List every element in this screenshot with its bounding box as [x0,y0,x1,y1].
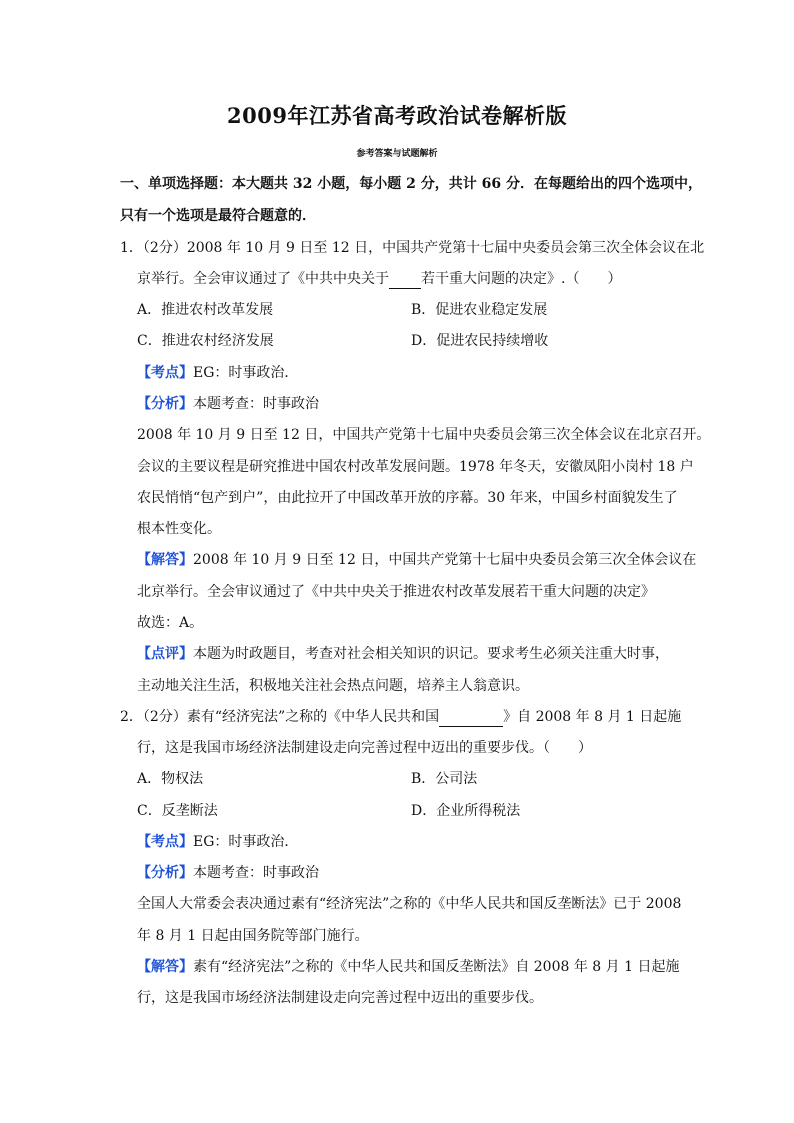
q1-dianping [137,644,669,664]
q2-fenxi [137,863,319,883]
q2-stem-line-1 [120,707,681,727]
page-title: 2009年江苏省高考政治试卷解析版 [227,103,567,128]
q1-fenxi [137,394,319,414]
q2-jieda-tag: 【解答】 [137,959,193,975]
q2-fenxi-text: 本题考查：时事政治 [193,865,319,881]
q2-analysis-line-1: 全国人大常委会表决通过素有“经济宪法”之称的《中华人民共和国反垄断法》已于 2008 [137,896,682,912]
q1-answer-blank [389,272,421,289]
q1-dianping-text: 本题为时政题目，考查对社会相关知识的识记。要求考生必须关注重大时事， [193,646,669,662]
q1-stem-part-b: 若干重大问题的决定》.（ ） [421,271,622,287]
q1-fenxi-text: 本题考查：时事政治 [193,396,319,412]
q1-dianping-line-2: 主动地关注生活，积极地关注社会热点问题，培养主人翁意识。 [137,678,529,694]
q2-option-a: A．物权法 [137,771,204,787]
q1-stem-line-2 [137,269,621,289]
q2-jieda-text: 素有“经济宪法”之称的《中华人民共和国反垄断法》自 2008 年 8 月 1 日起施 [193,959,680,975]
q1-jieda-text: 2008 年 10 月 9 日至 12 日，中国共产党第十七届中央委员会第三次全体会议在 [193,552,697,568]
q2-analysis-line-2: 年 8 月 1 日起由国务院等部门施行。 [137,928,369,944]
q1-analysis-line-3: 农民悄悄“包产到户”，由此拉开了中国改革开放的序幕。30 年来，中国乡村面貌发生了 [137,490,678,506]
q2-option-c: C．反垄断法 [137,803,218,819]
q2-kaodian-text: EG：时事政治． [193,834,299,850]
q1-kaodian [137,363,298,383]
q1-analysis-line-1: 2008 年 10 月 9 日至 12 日，中国共产党第十七届中央委员会第三次全体会议在北京召开。 [137,427,711,443]
section-heading-line-1: 一、单项选择题：本大题共 32 小题，每小题 2 分，共计 66 分．在每题给出的四个选项中， [120,176,702,192]
q1-jieda-tag: 【解答】 [137,552,193,568]
q2-stem-part-a: 2．（2分）素有“经济宪法”之称的《中华人民共和国 [120,709,440,725]
q1-option-d: D．促进农民持续增收 [411,333,549,349]
q2-option-b: B．公司法 [411,771,478,787]
q1-analysis-line-4: 根本性变化。 [137,521,221,537]
q1-kaodian-text: EG：时事政治． [193,365,299,381]
q1-analysis-line-2: 会议的主要议程是研究推进中国农村改革发展问题。1978 年冬天，安徽凤阳小岗村 18 户 [137,459,694,475]
q1-option-a: A．推进农村改革发展 [137,302,274,318]
q2-kaodian [137,832,298,852]
q1-fenxi-tag: 【分析】 [137,396,193,412]
q1-jieda [137,550,696,570]
q2-fenxi-tag: 【分析】 [137,865,193,881]
q1-stem-part-a: 京举行。全会审议通过了《中共中央关于 [137,271,389,287]
q2-stem-line-2: 行，这是我国市场经济法制建设走向完善过程中迈出的重要步伐。（ ） [137,740,592,756]
q1-dianping-tag: 【点评】 [137,646,193,662]
q2-jieda-line-2: 行，这是我国市场经济法制建设走向完善过程中迈出的重要步伐。 [137,990,543,1006]
page-subtitle: 参考答案与试题解析 [356,149,438,159]
q2-answer-blank [439,710,503,727]
q2-option-d: D．企业所得税法 [411,803,521,819]
q1-option-b: B．促进农业稳定发展 [411,302,548,318]
q2-jieda [137,957,679,977]
q1-jieda-line-3: 故选：A。 [137,615,204,631]
q1-option-c: C．推进农村经济发展 [137,333,274,349]
q2-stem-part-b: 》自 2008 年 8 月 1 日起施 [503,709,682,725]
q1-stem-line-1: 1．（2分）2008 年 10 月 9 日至 12 日，中国共产党第十七届中央委员会第三次全体会议在北 [120,240,705,256]
q1-kaodian-tag: 【考点】 [137,365,193,381]
section-heading-line-2: 只有一个选项是最符合题意的． [120,208,316,224]
q2-kaodian-tag: 【考点】 [137,834,193,850]
q1-jieda-line-2: 北京举行。全会审议通过了《中共中央关于推进农村改革发展若干重大问题的决定》 [137,584,655,600]
